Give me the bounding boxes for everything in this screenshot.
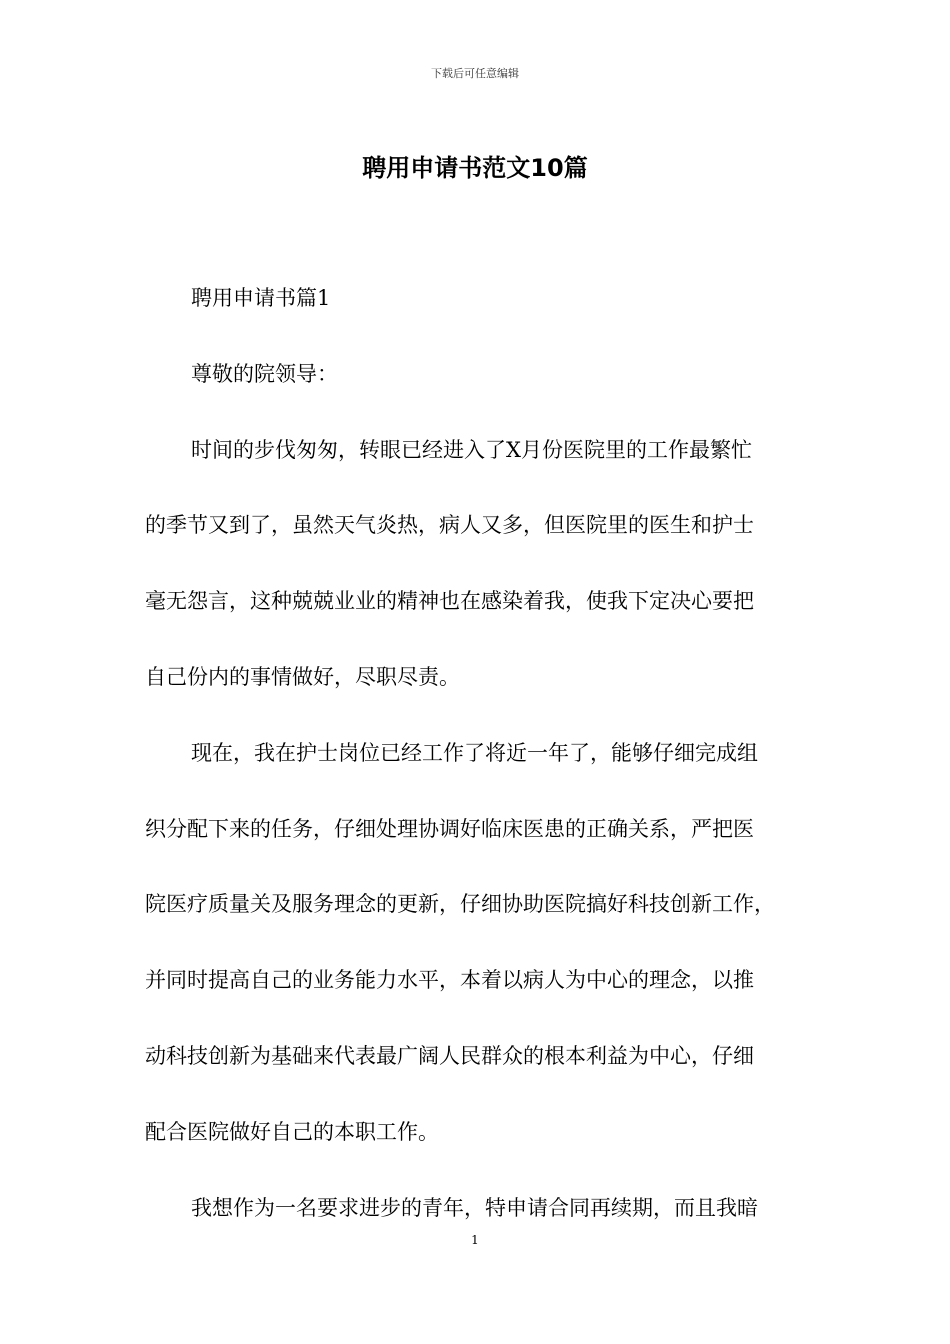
paragraph-line: 院医疗质量关及服务理念的更新，仔细协助医院搞好科技创新工作， xyxy=(145,892,775,917)
salutation: 尊敬的院领导： xyxy=(191,361,338,386)
paragraph-line: 毫无怨言，这种兢兢业业的精神也在感染着我，使我下定决心要把 xyxy=(145,589,754,614)
paragraph-line: 时间的步伐匆匆，转眼已经进入了X月份医院里的工作最繁忙 xyxy=(191,437,752,462)
header-note: 下载后可任意编辑 xyxy=(431,67,519,80)
paragraph-line: 动科技创新为基础来代表最广阔人民群众的根本利益为中心，仔细 xyxy=(145,1043,754,1068)
paragraph-line: 并同时提高自己的业务能力水平，本着以病人为中心的理念，以推 xyxy=(145,968,754,993)
paragraph-line: 现在，我在护士岗位已经工作了将近一年了，能够仔细完成组 xyxy=(191,740,758,765)
paragraph-line: 织分配下来的任务，仔细处理协调好临床医患的正确关系，严把医 xyxy=(145,816,754,841)
paragraph-line: 自己份内的事情做好，尽职尽责。 xyxy=(145,664,460,689)
paragraph-line: 的季节又到了，虽然天气炎热，病人又多，但医院里的医生和护士 xyxy=(145,513,754,538)
paragraph-line: 配合医院做好自己的本职工作。 xyxy=(145,1119,439,1144)
document-title: 聘用申请书范文10篇 xyxy=(362,154,588,182)
section-heading: 聘用申请书篇1 xyxy=(191,286,331,310)
page-number: 1 xyxy=(471,1233,479,1247)
document-body xyxy=(145,280,825,1265)
paragraph-line: 我想作为一名要求进步的青年，特申请合同再续期，而且我暗 xyxy=(191,1195,758,1220)
